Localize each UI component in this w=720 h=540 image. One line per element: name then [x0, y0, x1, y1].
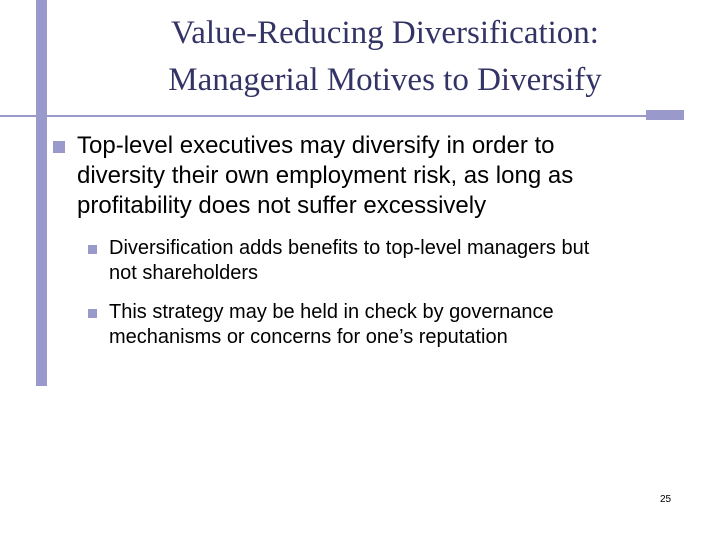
sub-bullet-benefits-text: [109, 236, 699, 286]
left-accent-bar: [36, 0, 47, 386]
square-bullet-icon: [53, 141, 65, 153]
sub-bullet-governance-text: [109, 300, 699, 350]
title-divider-line: [0, 115, 646, 117]
bullet-main-line-3: profitability does not suffer excessively: [77, 192, 487, 219]
bullet-main-text: [77, 131, 677, 221]
page-number: 25: [660, 494, 672, 505]
slide-title: [60, 10, 710, 104]
sub-bullet-benefits-line-1: Diversification adds benefits to top-level managers but: [109, 237, 590, 259]
title-divider-accent: [646, 110, 684, 120]
bullet-main-line-1: Top-level executives may diversify in order to: [77, 132, 555, 159]
bullet-main-line-2: diversity their own employment risk, as long as: [77, 162, 574, 189]
square-bullet-icon: [88, 245, 97, 254]
sub-bullet-governance-line-2: mechanisms or concerns for one’s reputation: [109, 326, 508, 348]
slide-title-line-1: Value-Reducing Diversification:: [171, 15, 599, 51]
square-bullet-icon: [88, 309, 97, 318]
sub-bullet-governance-line-1: This strategy may be held in check by governance: [109, 301, 554, 323]
sub-bullet-benefits-line-2: not shareholders: [109, 262, 258, 284]
slide-title-line-2: Managerial Motives to Diversify: [168, 62, 602, 98]
